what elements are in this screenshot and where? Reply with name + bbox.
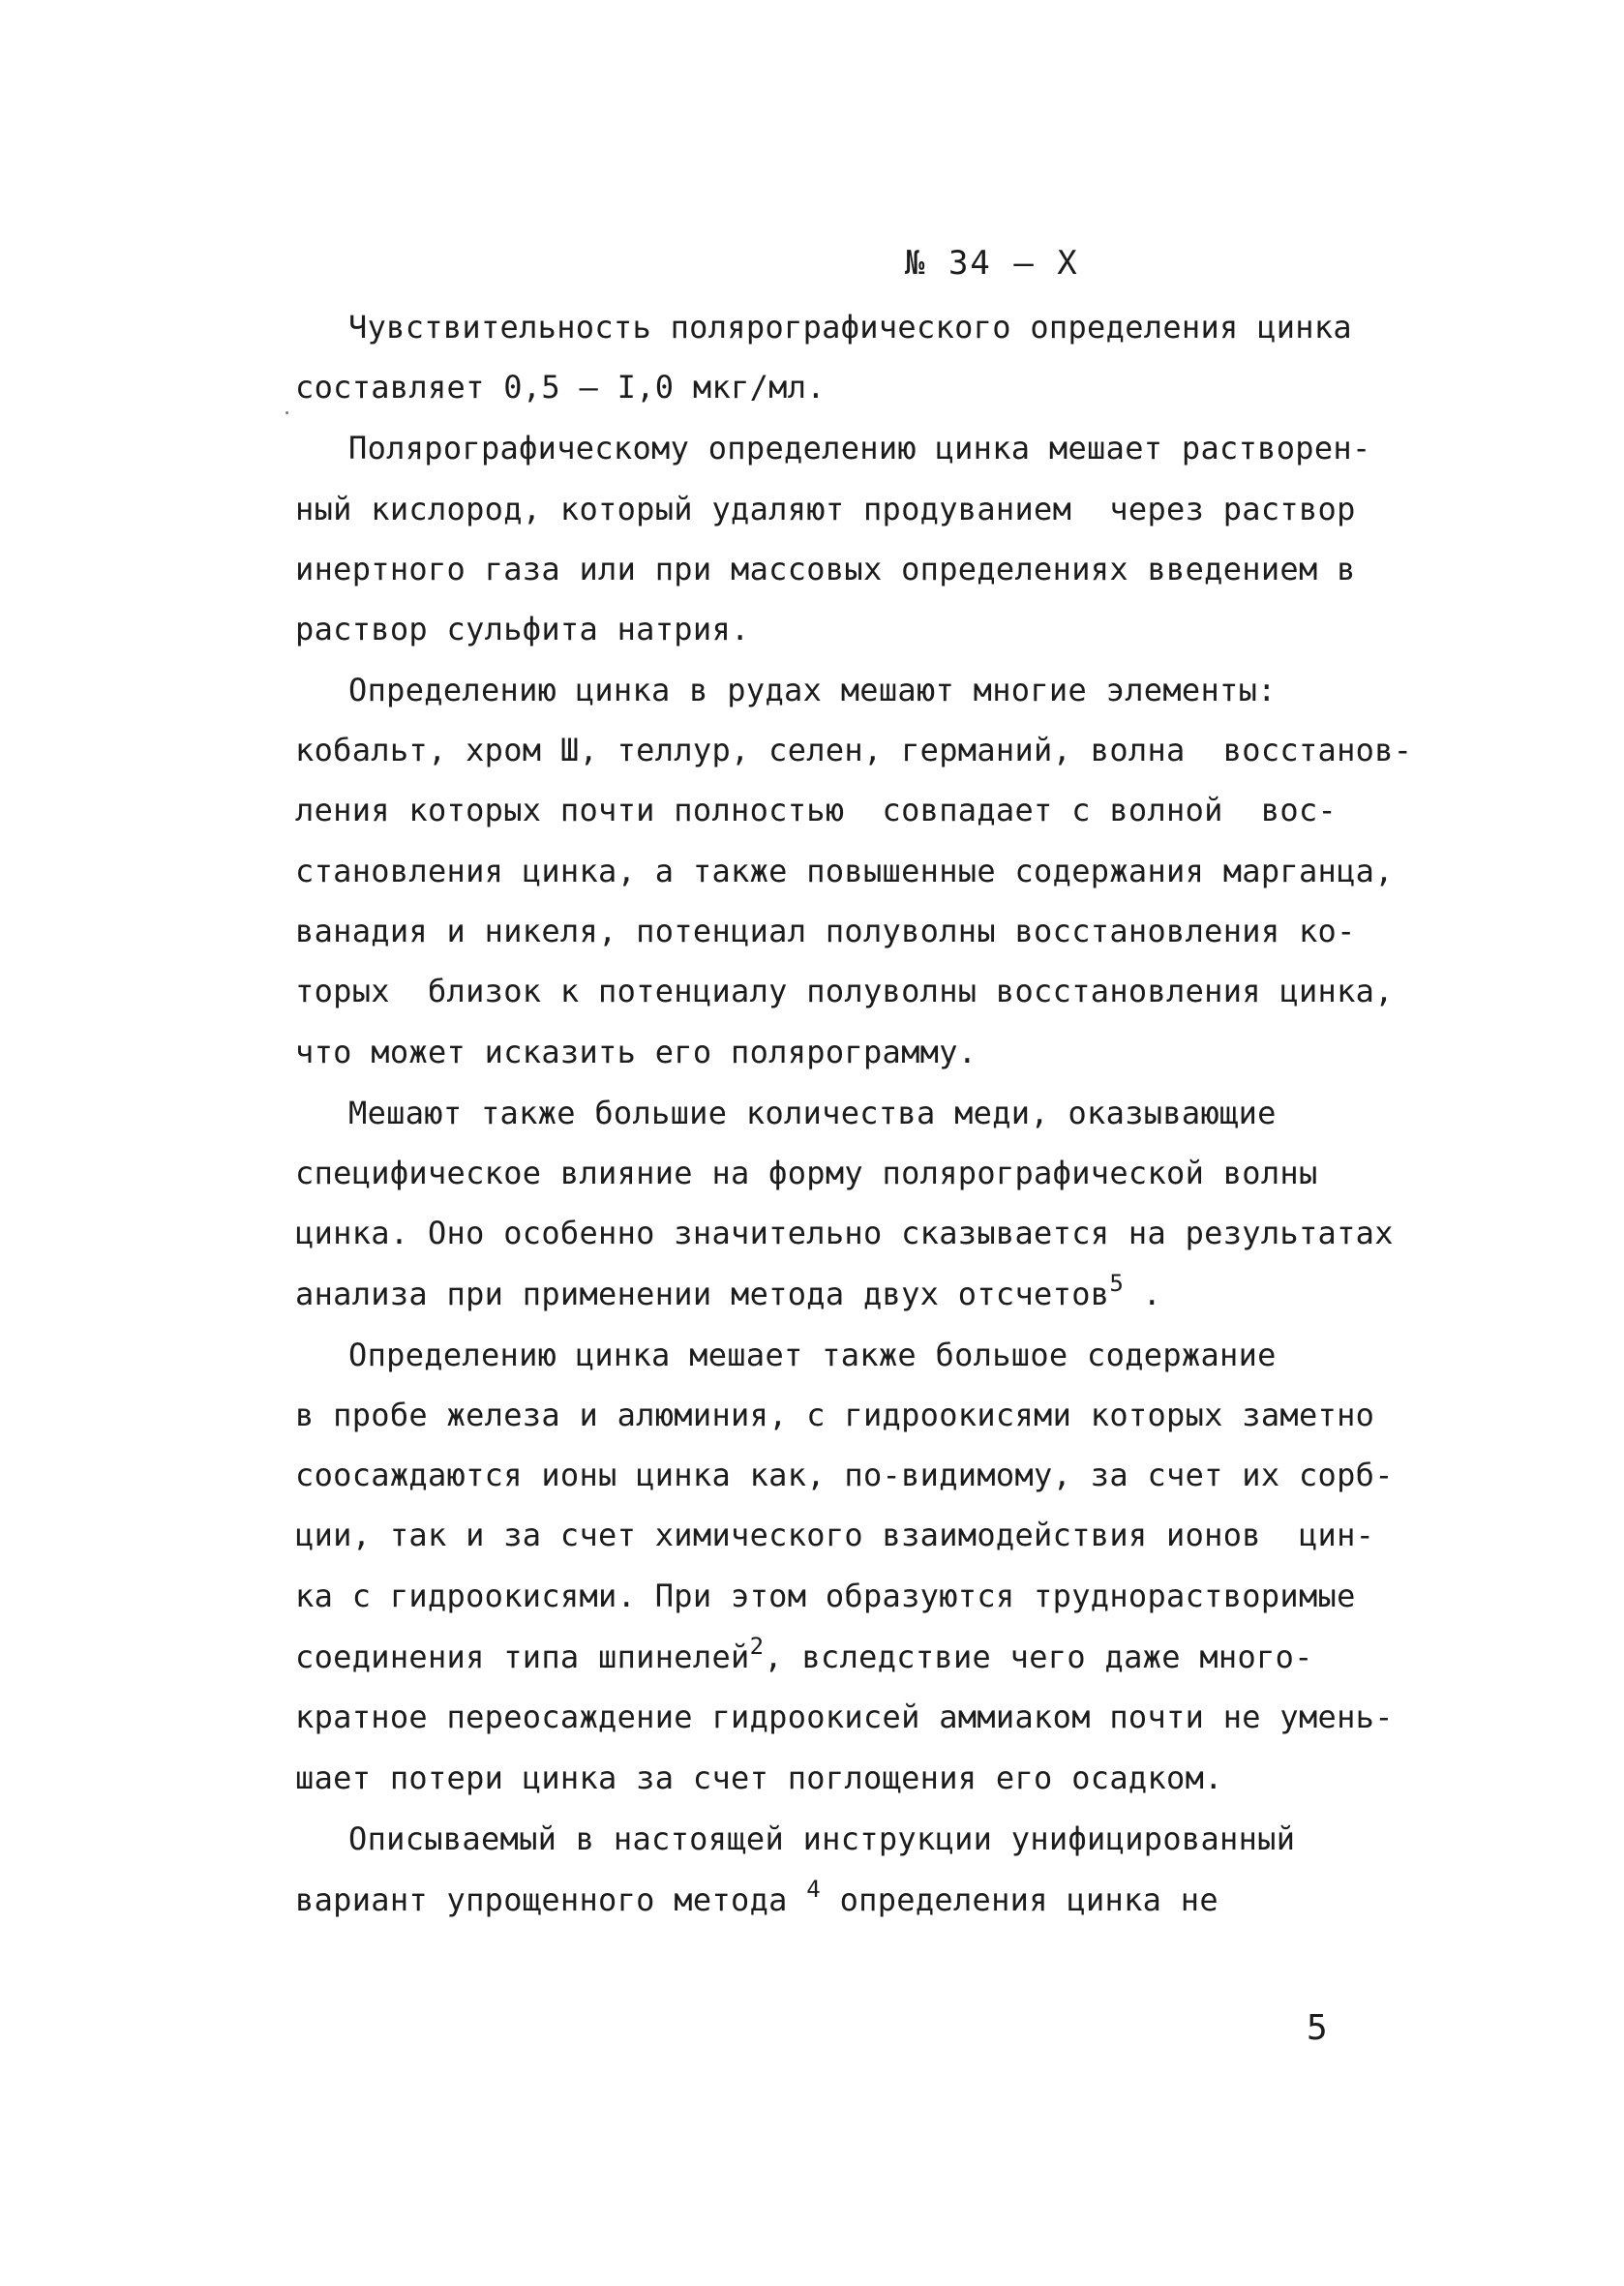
text-line bbox=[348, 1336, 1277, 1374]
text-line bbox=[295, 912, 1356, 950]
line-text: раствор сульфита натрия. bbox=[295, 611, 750, 647]
text-line bbox=[295, 1270, 1162, 1313]
line-text-tail: . bbox=[1124, 1276, 1162, 1312]
line-text: ления которых почти полностью совпадает с волной вос- bbox=[295, 792, 1338, 828]
line-text: составляет 0,5 – I,0 мкг/мл. bbox=[295, 369, 826, 406]
line-text-tail: , вследствие чего даже много- bbox=[764, 1639, 1313, 1675]
text-line bbox=[348, 429, 1371, 467]
line-text: кобальт, хром Ш, теллур, селен, германий, волна восстанов- bbox=[295, 732, 1413, 768]
text-line bbox=[295, 972, 1394, 1010]
line-text: цинка. Оно особенно значительно сказывается на результатах bbox=[295, 1215, 1394, 1251]
text-line bbox=[348, 1094, 1277, 1132]
line-text: торых близок к потенциалу полуволны восстановления цинка, bbox=[295, 973, 1394, 1009]
reference-superscript: 2 bbox=[749, 1633, 765, 1660]
line-text: в пробе железа и алюминия, с гидроокисями которых заметно bbox=[295, 1397, 1375, 1433]
line-text: ный кислород, который удаляют продуванием через раствор bbox=[295, 491, 1356, 527]
text-line bbox=[295, 610, 750, 648]
line-text: Описываемый в настоящей инструкции унифицированный bbox=[348, 1820, 1296, 1857]
text-line bbox=[295, 1154, 1318, 1192]
text-line bbox=[295, 852, 1394, 890]
line-text: кратное переосаждение гидроокисей аммиаком почти не умень- bbox=[295, 1699, 1394, 1735]
page-number: 5 bbox=[1307, 2008, 1328, 2048]
line-text: Мешают также большие количества меди, оказывающие bbox=[348, 1095, 1277, 1131]
line-text: ции, так и за счет химического взаимодействия ионов цин- bbox=[295, 1517, 1375, 1553]
text-line bbox=[295, 791, 1337, 829]
line-text: что может исказить его полярограмму. bbox=[295, 1034, 977, 1070]
text-line bbox=[295, 1759, 1223, 1797]
text-line bbox=[295, 1214, 1394, 1252]
line-text: анализа при применении метода двух отсчетов bbox=[295, 1276, 1110, 1312]
text-line bbox=[295, 1516, 1374, 1554]
scan-artifact bbox=[286, 411, 288, 414]
document-number: № 34 – Х bbox=[905, 244, 1079, 283]
text-line bbox=[295, 1577, 1356, 1615]
line-text: ванадия и никеля, потенциал полуволны восстановления ко- bbox=[295, 913, 1356, 949]
line-text: становления цинка, а также повышенные содержания марганца, bbox=[295, 853, 1394, 889]
line-text: Определению цинка мешает также большое содержание bbox=[348, 1337, 1277, 1373]
text-line bbox=[295, 1876, 1218, 1919]
line-text: соосаждаются ионы цинка как, по-видимому, за счет их сорб- bbox=[295, 1457, 1394, 1493]
line-text: специфическое влияние на форму полярографической волны bbox=[295, 1155, 1318, 1191]
text-line bbox=[295, 1456, 1394, 1494]
text-line bbox=[348, 671, 1277, 709]
text-line bbox=[348, 1820, 1295, 1858]
line-text: инертного газа или при массовых определениях введением в bbox=[295, 551, 1356, 587]
text-line bbox=[295, 368, 826, 406]
text-line bbox=[295, 1698, 1394, 1736]
text-line bbox=[295, 731, 1412, 769]
reference-superscript: 4 bbox=[806, 1876, 822, 1903]
line-text: соединения типа шпинелей bbox=[295, 1639, 750, 1675]
line-text: ка с гидроокисями. При этом образуются труднорастворимые bbox=[295, 1578, 1356, 1614]
line-text-tail: определения цинка не bbox=[821, 1881, 1218, 1918]
line-text: шает потери цинка за счет поглощения его осадком. bbox=[295, 1760, 1223, 1796]
text-line bbox=[348, 308, 1352, 346]
text-line bbox=[295, 550, 1356, 588]
line-text: Определению цинка в рудах мешают многие элементы: bbox=[348, 672, 1277, 708]
text-line bbox=[295, 490, 1356, 528]
text-line bbox=[295, 1633, 1313, 1676]
line-text: Чувствительность полярографического определения цинка bbox=[348, 309, 1352, 346]
line-text: Полярографическому определению цинка мешает растворен- bbox=[348, 430, 1371, 466]
text-line bbox=[295, 1396, 1374, 1434]
reference-superscript: 5 bbox=[1109, 1270, 1125, 1297]
line-text: вариант упрощенного метода bbox=[295, 1881, 807, 1918]
text-line bbox=[295, 1033, 977, 1071]
